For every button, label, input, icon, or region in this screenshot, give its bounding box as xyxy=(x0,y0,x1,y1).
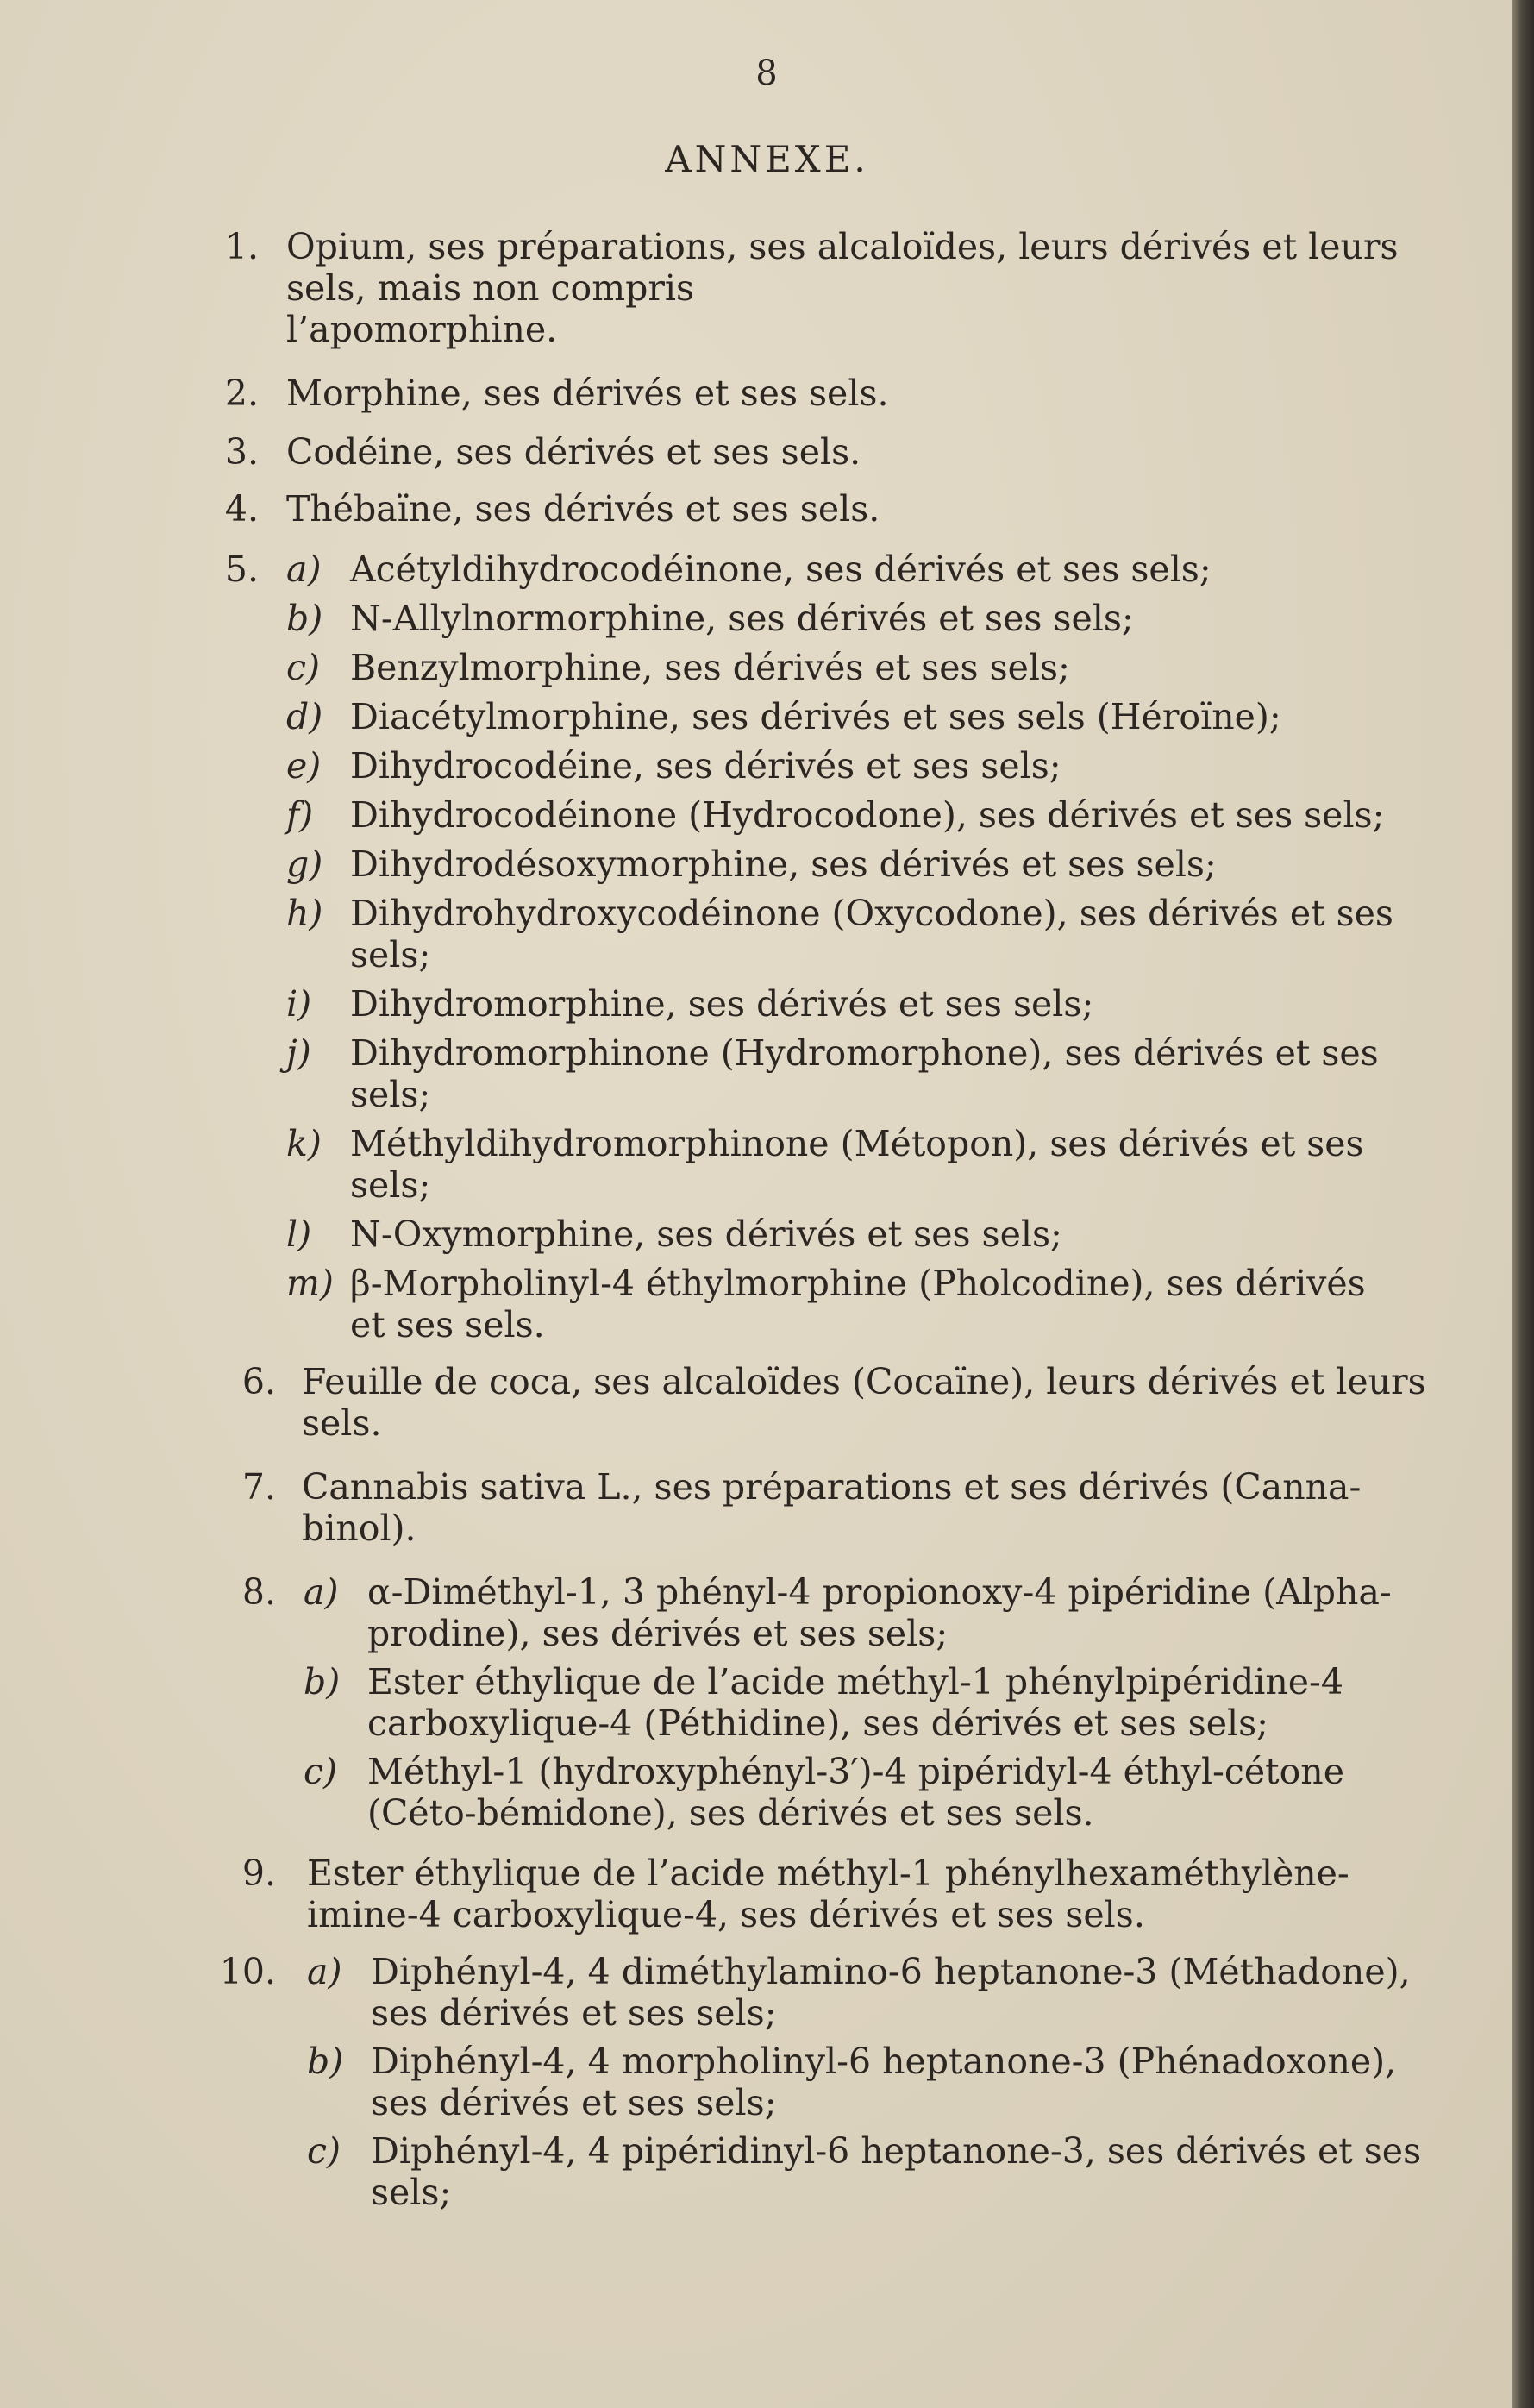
subitem-text-line: Diacétylmorphine, ses dérivés et ses sels (Héroïne); xyxy=(350,696,1281,737)
subitem-letter: a) xyxy=(307,1951,342,1992)
item-text-line: Thébaïne, ses dérivés et ses sels. xyxy=(286,488,880,530)
subitem-text-line: Dihydrohydroxycodéinone (Oxycodone), ses dérivés et ses xyxy=(350,893,1393,934)
item-number: 4. xyxy=(224,488,259,530)
item-number: 2. xyxy=(224,373,259,414)
subitem-text-line: Ester éthylique de l’acide méthyl-1 phénylpipéridine-4 xyxy=(367,1661,1343,1703)
subitem-text-line: Diphényl-4, 4 morpholinyl-6 heptanone-3 (Phénadoxone), xyxy=(371,2041,1397,2082)
item-text-line: Ester éthylique de l’acide méthyl-1 phénylhexaméthylène- xyxy=(307,1853,1349,1894)
subitem-text-line: Diphényl-4, 4 diméthylamino-6 heptanone-3 (Méthadone), xyxy=(371,1951,1411,1992)
subitem-text-line: Dihydrocodéinone (Hydrocodone), ses dérivés et ses sels; xyxy=(350,794,1385,836)
subitem-letter: l) xyxy=(286,1213,312,1255)
subitem-text-line: sels; xyxy=(371,2172,452,2213)
subitem-letter: d) xyxy=(286,696,323,737)
subitem-text-line: N-Oxymorphine, ses dérivés et ses sels; xyxy=(350,1213,1062,1255)
subitem-text-line: sels; xyxy=(350,934,431,975)
subitem-text-line: Méthyl-1 (hydroxyphényl-3′)-4 pipéridyl-4 éthyl-cétone xyxy=(367,1751,1344,1792)
subitem-letter: c) xyxy=(304,1751,337,1792)
item-text-line: Morphine, ses dérivés et ses sels. xyxy=(286,373,889,414)
subitem-letter: c) xyxy=(307,2130,341,2172)
subitem-letter: b) xyxy=(307,2041,344,2082)
item-number: 7. xyxy=(241,1466,276,1508)
page-title: ANNEXE. xyxy=(665,138,869,180)
page-binding-edge xyxy=(1512,0,1534,2408)
subitem-text-line: ses dérivés et ses sels; xyxy=(371,2082,777,2123)
subitem-text-line: Dihydrodésoxymorphine, ses dérivés et ses sels; xyxy=(350,843,1217,885)
subitem-letter: a) xyxy=(286,549,322,590)
item-number: 10. xyxy=(219,1951,276,1992)
subitem-letter: g) xyxy=(286,843,323,885)
item-number: 3. xyxy=(224,431,259,473)
subitem-letter: a) xyxy=(304,1571,339,1613)
item-text-line: sels, mais non compris xyxy=(286,267,695,309)
subitem-letter: i) xyxy=(286,983,312,1025)
subitem-letter: e) xyxy=(286,745,322,787)
item-text-line: Feuille de coca, ses alcaloïdes (Cocaïne), leurs dérivés et leurs xyxy=(302,1361,1426,1402)
item-number: 5. xyxy=(224,549,259,590)
subitem-letter: m) xyxy=(286,1263,334,1304)
subitem-text-line: N-Allylnormorphine, ses dérivés et ses sels; xyxy=(350,598,1134,639)
subitem-letter: c) xyxy=(286,647,320,688)
subitem-text-line: (Céto-bémidone), ses dérivés et ses sels. xyxy=(367,1792,1094,1834)
subitem-text-line: Diphényl-4, 4 pipéridinyl-6 heptanone-3, ses dérivés et ses xyxy=(371,2130,1422,2172)
subitem-letter: b) xyxy=(304,1661,341,1703)
item-text-line: imine-4 carboxylique-4, ses dérivés et ses sels. xyxy=(307,1894,1145,1935)
item-number: 1. xyxy=(224,226,259,267)
subitem-letter: k) xyxy=(286,1123,322,1164)
subitem-text-line: β-Morpholinyl-4 éthylmorphine (Pholcodine), ses dérivés xyxy=(350,1263,1366,1304)
item-text-line: l’apomorphine. xyxy=(286,309,558,350)
item-text-line: binol). xyxy=(302,1508,416,1549)
item-number: 8. xyxy=(241,1571,276,1613)
subitem-text-line: sels; xyxy=(350,1074,431,1115)
item-text-line: Opium, ses préparations, ses alcaloïdes, leurs dérivés et leurs xyxy=(286,226,1399,267)
item-text-line: Cannabis sativa L., ses préparations et ses dérivés (Canna- xyxy=(302,1466,1362,1508)
subitem-text-line: Acétyldihydrocodéinone, ses dérivés et ses sels; xyxy=(350,549,1212,590)
item-number: 6. xyxy=(241,1361,276,1402)
subitem-text-line: Méthyldihydromorphinone (Métopon), ses dérivés et ses xyxy=(350,1123,1364,1164)
subitem-text-line: prodine), ses dérivés et ses sels; xyxy=(367,1613,949,1654)
item-text-line: sels. xyxy=(302,1402,382,1444)
subitem-letter: h) xyxy=(286,893,323,934)
subitem-letter: f) xyxy=(286,794,314,836)
subitem-letter: j) xyxy=(286,1032,311,1074)
subitem-text-line: et ses sels. xyxy=(350,1304,545,1345)
subitem-text-line: sels; xyxy=(350,1164,431,1206)
subitem-text-line: carboxylique-4 (Péthidine), ses dérivés et ses sels; xyxy=(367,1703,1268,1744)
page-number: 8 xyxy=(755,53,779,93)
subitem-text-line: Benzylmorphine, ses dérivés et ses sels; xyxy=(350,647,1070,688)
item-number: 9. xyxy=(241,1853,276,1894)
subitem-text-line: α-Diméthyl-1, 3 phényl-4 propionoxy-4 pipéridine (Alpha- xyxy=(367,1571,1392,1613)
subitem-text-line: Dihydrocodéine, ses dérivés et ses sels; xyxy=(350,745,1061,787)
item-text-line: Codéine, ses dérivés et ses sels. xyxy=(286,431,861,473)
subitem-text-line: Dihydromorphine, ses dérivés et ses sels; xyxy=(350,983,1094,1025)
subitem-letter: b) xyxy=(286,598,323,639)
subitem-text-line: ses dérivés et ses sels; xyxy=(371,1992,777,2034)
subitem-text-line: Dihydromorphinone (Hydromorphone), ses dérivés et ses xyxy=(350,1032,1379,1074)
